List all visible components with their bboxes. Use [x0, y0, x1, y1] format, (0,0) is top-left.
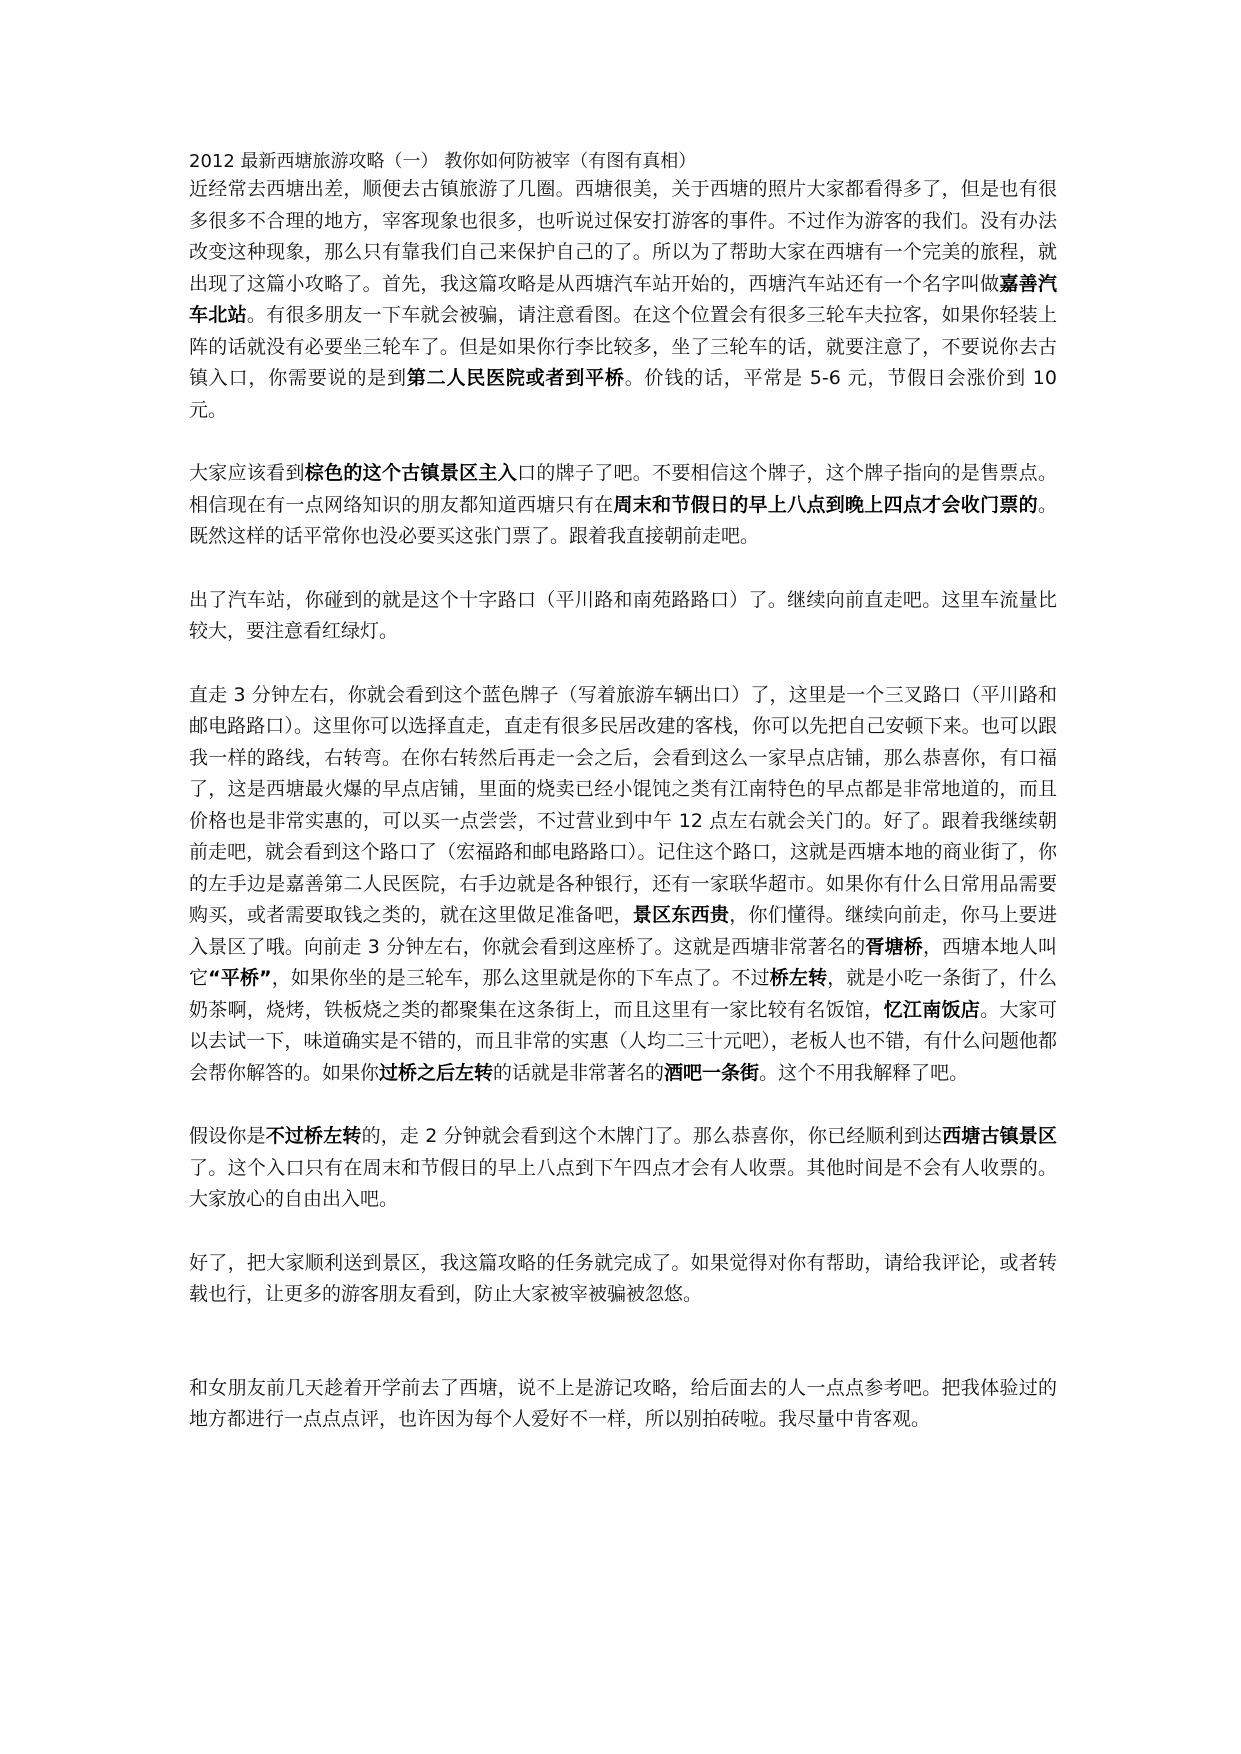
bold-text-run: 忆江南饭店 — [883, 998, 981, 1021]
paragraph-spacer — [189, 648, 1057, 680]
text-run: 。有很多朋友一下车就会被骗，请注意看图。在这个位置会有很多三轮车夫拉客，如果你轻装上阵的话就没有必要坐三轮车了。但是如果你行李比较多，坐了三轮车的话，就要注意了，不要说你去古镇入口，你需要说的是到 — [189, 304, 1057, 389]
document-page — [189, 150, 1057, 1436]
paragraph-closing — [189, 1248, 1057, 1311]
text-run: 的话就是非常著名的 — [493, 1061, 665, 1084]
paragraph-arrival — [189, 1121, 1057, 1216]
bold-text-run: 过桥之后左转 — [379, 1061, 494, 1084]
bold-text-run: 不过桥左转 — [265, 1125, 362, 1147]
text-run: 的，走 2 分钟就会看到这个木牌门了。那么恭喜你，你已经顺利到达 — [361, 1125, 943, 1147]
text-run: ，如果你坐的是三轮车，那么这里就是你的下车点了。不过 — [271, 967, 770, 989]
bold-text-run: 周末和节假日的早上八点到晚上四点才会收门票的 — [613, 493, 1038, 516]
text-run: 好了，把大家顺利送到景区，我这篇攻略的任务就完成了。如果觉得对你有帮助，请给我评论，或者转载也行，让更多的游客朋友看到，防止大家被宰被骗被忽悠。 — [189, 1251, 1057, 1305]
text-run: 。既然这样的话平常你也没必要买这张门票了。跟着我直接朝前走吧。 — [189, 493, 1057, 547]
text-run: 了。这个入口只有在周末和节假日的早上八点到下午四点才会有人收票。其他时间是不会有人收票的。大家放心的自由出入吧。 — [189, 1156, 1057, 1210]
text-run: 。这个不用我解释了吧。 — [759, 1061, 969, 1084]
bold-text-run: 景区东西贵 — [632, 904, 730, 926]
paragraph-crossroad — [189, 585, 1057, 648]
bold-text-run: 胥塘桥 — [865, 935, 923, 958]
document-title: 2012 最新西塘旅游攻略（一） 教你如何防被宰（有图有真相） — [189, 151, 697, 172]
text-run: 直走 3 分钟左右，你就会看到这个蓝色牌子（写着旅游车辆出口）了，这里是一个三叉路口（平川路和邮电路路口）。这里你可以选择直走，直走有很多民居改建的客栈，你可以先把自己安顿下来。也可以跟我一样的路线，右转弯。在你右转然后再走一会之后，会看到这么一家早点店铺，那么恭喜你，有口福了，这是西塘最火爆的早点店铺，里面的烧卖已经小馄饨之类有江南特色的早点都是非常地道的，而且价格也是非常实惠的，可以买一点尝尝，不过营业到中午 12 点左右就会关门的。好了。跟着我继续朝前走吧，就会看到这个路口了（宏福路和邮电路路口）。记住这个路口，这就是西塘本地的商业街了，你的左手边是嘉善第二人民医院，右手边就是各种银行，还有一家联华超市。如果你有什么日常用品需要购买，或者需要取钱之类的，就在这里做足准备吧， — [189, 683, 1057, 926]
paragraph-intro — [189, 174, 1057, 426]
text-run: 和女朋友前几天趁着开学前去了西塘，说不上是游记攻略，给后面去的人一点点参考吧。把我体验过的地方都进行一点点点评，也许因为每个人爱好不一样，所以别拍砖啦。我尽量中肯客观。 — [189, 1376, 1057, 1430]
paragraph-spacer — [189, 553, 1057, 585]
bold-text-run: 第二人民医院或者到平桥 — [406, 367, 625, 389]
bold-text-run: 棕色的这个古镇景区主入 — [304, 462, 518, 484]
text-run: 近经常去西塘出差，顺便去古镇旅游了几圈。西塘很美，关于西塘的照片大家都看得多了，但是也有很多很多不合理的地方，宰客现象也很多，也听说过保安打游客的事件。不过作为游客的我们。没有办法改变这种现象，那么只有靠我们自己来保护自己的了。所以为了帮助大家在西塘有一个完美的旅程，就出现了这篇小攻略了。首先，我这篇攻略是从西塘汽车站开始的，西塘汽车站还有一个名字叫做 — [189, 178, 1057, 295]
bold-text-run: 桥左转 — [769, 967, 828, 989]
bold-text-run: 西塘古镇景区 — [942, 1125, 1057, 1147]
text-run: 口的牌子了吧。不要相信这个牌子，这个牌子指向的是售票点。相信现在有一点网络知识的朋友都知道西塘只有在 — [189, 462, 1057, 516]
text-run: 大家应该看到 — [189, 462, 305, 484]
paragraph-route — [189, 680, 1057, 1090]
paragraph-spacer — [189, 1089, 1057, 1121]
paragraph-spacer — [189, 1216, 1057, 1248]
bold-text-run: 嘉善汽车北站 — [189, 272, 1057, 326]
paragraph-second-post — [189, 1373, 1057, 1436]
bold-text-run: “平桥” — [208, 967, 272, 989]
paragraph-ticket-sign — [189, 458, 1057, 553]
text-run: 。价钱的话，平常是 5-6 元，节假日会涨价到 10 元。 — [189, 367, 1057, 421]
text-run: ，西塘本地人叫它 — [189, 935, 1057, 989]
text-run: ，你们懂得。继续向前走，你马上要进入景区了哦。向前走 3 分钟左右，你就会看到这座桥了。这就是西塘非常著名的 — [189, 904, 1057, 958]
bold-text-run: 酒吧一条街 — [664, 1061, 760, 1084]
paragraph-spacer — [189, 426, 1057, 458]
paragraph-spacer — [189, 1311, 1057, 1373]
text-run: 假设你是 — [189, 1125, 266, 1147]
text-run: ，就是小吃一条街了，什么奶茶啊，烧烤，铁板烧之类的都聚集在这条街上，而且这里有一家比较有名饭馆， — [189, 967, 1057, 1021]
text-run: 出了汽车站，你碰到的就是这个十字路口（平川路和南苑路路口）了。继续向前直走吧。这里车流量比较大，要注意看红绿灯。 — [189, 588, 1057, 642]
text-run: 。大家可以去试一下，味道确实是不错的，而且非常的实惠（人均二三十元吧），老板人也不错，有什么问题他都会帮你解答的。如果你 — [189, 998, 1057, 1084]
